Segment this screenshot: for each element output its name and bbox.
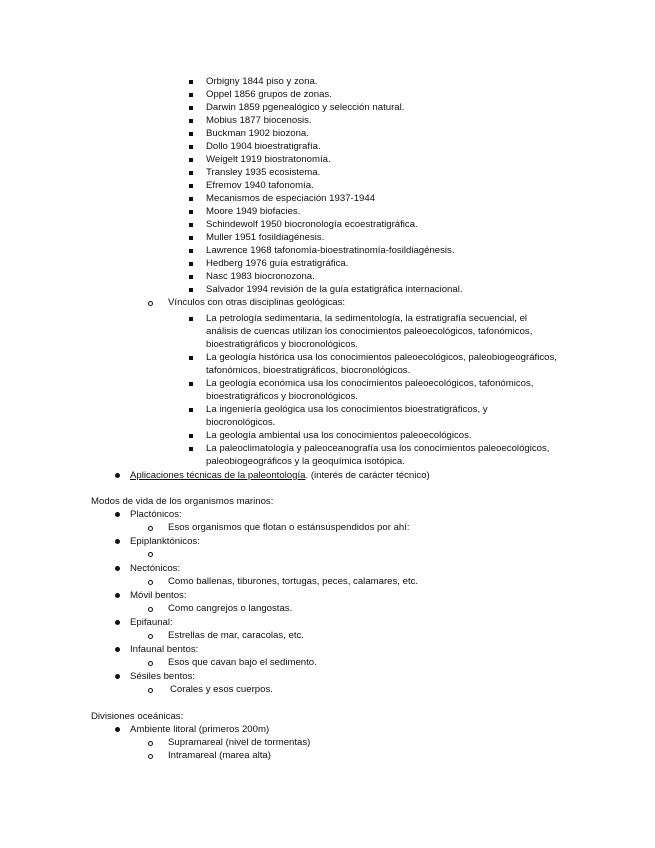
circle-bullet-icon — [148, 688, 153, 693]
modo-desc: Esos que cavan bajo el sedimento. — [168, 657, 317, 668]
list-item: Salvador 1994 revisión de la guía estatigráfica internacional. — [206, 284, 463, 295]
divisiones-heading: Divisiones oceánicas: — [91, 711, 184, 722]
circle-bullet-icon — [148, 741, 153, 746]
list-item: Buckman 1902 biozona. — [206, 128, 309, 139]
list-item: La paleoclimatología y paleoceanografía usa los conocimientos paleoecológicos, — [206, 443, 550, 454]
circle-bullet-icon — [148, 552, 153, 557]
list-item: La geología histórica usa los conocimientos paleoecológicos, paleobiogeográficos, — [206, 352, 557, 363]
list-item: paleobiogeográficos y la geoquímica isotópica. — [206, 456, 405, 467]
list-item: Darwin 1859 pgenealógico y selección natural. — [206, 102, 405, 113]
list-item: Nasc 1983 biocronozona. — [206, 271, 315, 282]
square-bullet-icon — [189, 236, 193, 240]
modo-label: Nectónicos: — [130, 563, 181, 574]
aplicaciones-item — [130, 469, 430, 482]
square-bullet-icon — [189, 408, 193, 412]
square-bullet-icon — [189, 210, 193, 214]
ambiente-item: Ambiente litoral (primeros 200m) — [130, 724, 270, 735]
square-bullet-icon — [189, 145, 193, 149]
round-bullet-icon — [115, 566, 120, 571]
round-bullet-icon — [115, 647, 120, 652]
circle-bullet-icon — [148, 607, 153, 612]
modo-label: Epiplanktónicos: — [130, 536, 200, 547]
list-item: Schindewolf 1950 biocronología ecoestratigráfica. — [206, 219, 418, 230]
list-item: tafonómicos, bioestratigráficos, biocronológicos. — [206, 365, 411, 376]
modo-label: Plactónicos: — [130, 509, 182, 520]
list-item: Dollo 1904 bioestratigrafía. — [206, 141, 321, 152]
square-bullet-icon — [189, 132, 193, 136]
list-item: Orbigny 1844 piso y zona. — [206, 76, 318, 87]
list-item: Hedberg 1976 guía estratigráfica. — [206, 258, 349, 269]
list-item: Transley 1935 ecosistema. — [206, 167, 321, 178]
square-bullet-icon — [189, 197, 193, 201]
vinculos-heading: Vínculos con otras disciplinas geológicas: — [168, 297, 346, 308]
aplicaciones-note: . (interés de carácter técnico) — [305, 470, 430, 481]
list-item: Oppel 1856 grupos de zonas. — [206, 89, 332, 100]
square-bullet-icon — [189, 262, 193, 266]
aplicaciones-link[interactable]: Aplicaciones técnicas de la paleontología — [130, 470, 306, 481]
list-item: biocronológicos. — [206, 417, 276, 428]
modo-desc: Corales y esos cuerpos. — [170, 684, 273, 695]
list-item: Efremov 1940 tafonomía. — [206, 180, 314, 191]
square-bullet-icon — [189, 317, 193, 321]
square-bullet-icon — [189, 106, 193, 110]
list-item: La petrología sedimentaria, la sedimentología, la estratigrafía secuencial, el — [206, 313, 528, 324]
square-bullet-icon — [189, 93, 193, 97]
ambiente-subitem: Intramareal (marea alta) — [168, 750, 271, 761]
list-item: Muller 1951 fosildiagénesis. — [206, 232, 325, 243]
list-item: Moore 1949 biofacies. — [206, 206, 301, 217]
square-bullet-icon — [189, 275, 193, 279]
list-item: La geología económica usa los conocimientos paleoecológicos, tafonómicos, — [206, 378, 534, 389]
square-bullet-icon — [189, 158, 193, 162]
modo-label: Móvil bentos: — [130, 590, 187, 601]
round-bullet-icon — [115, 593, 120, 598]
modos-heading: Modos de vida de los organismos marinos: — [91, 496, 274, 507]
circle-bullet-icon — [148, 301, 153, 306]
list-item: bioestratigráficos y biocronológicos. — [206, 339, 358, 350]
modo-desc: Como ballenas, tiburones, tortugas, peces, calamares, etc. — [168, 576, 419, 587]
square-bullet-icon — [189, 80, 193, 84]
square-bullet-icon — [189, 171, 193, 175]
list-item: bioestratigráficos y biocronológicos. — [206, 391, 358, 402]
list-item: Mobius 1877 biocenosis. — [206, 115, 312, 126]
list-item: análisis de cuencas utilizan los conocimientos paleoecológicos, tafonómicos, — [206, 326, 533, 337]
circle-bullet-icon — [148, 634, 153, 639]
round-bullet-icon — [115, 727, 120, 732]
list-item: La ingeniería geológica usa los conocimientos bioestratigráficos, y — [206, 404, 488, 415]
circle-bullet-icon — [148, 661, 153, 666]
square-bullet-icon — [189, 288, 193, 292]
square-bullet-icon — [189, 184, 193, 188]
round-bullet-icon — [115, 512, 120, 517]
list-item: Weigelt 1919 biostratonomía. — [206, 154, 331, 165]
modo-desc: Esos organismos que flotan o estánsuspendidos por ahí: — [168, 522, 410, 533]
round-bullet-icon — [115, 674, 120, 679]
list-item: Lawrence 1968 tafonomía-bioestratinomía-fosildiagénesis. — [206, 245, 455, 256]
modo-desc: Estrellas de mar, caracolas, etc. — [168, 630, 304, 641]
square-bullet-icon — [189, 249, 193, 253]
modo-desc: Como cangrejos o langostas. — [168, 603, 293, 614]
modo-label: Sésiles bentos: — [130, 671, 196, 682]
ambiente-subitem: Supramareal (nivel de tormentas) — [168, 737, 311, 748]
round-bullet-icon — [115, 473, 120, 478]
round-bullet-icon — [115, 620, 120, 625]
circle-bullet-icon — [148, 580, 153, 585]
square-bullet-icon — [189, 356, 193, 360]
modo-label: Infaunal bentos: — [130, 644, 199, 655]
list-item: La geología ambiental usa los conocimientos paleoecológicos. — [206, 430, 472, 441]
square-bullet-icon — [189, 447, 193, 451]
square-bullet-icon — [189, 223, 193, 227]
square-bullet-icon — [189, 434, 193, 438]
circle-bullet-icon — [148, 754, 153, 759]
list-item: Mecanismos de especiación 1937-1944 — [206, 193, 376, 204]
square-bullet-icon — [189, 119, 193, 123]
circle-bullet-icon — [148, 526, 153, 531]
modo-label: Epifaunal: — [130, 617, 173, 628]
round-bullet-icon — [115, 539, 120, 544]
square-bullet-icon — [189, 382, 193, 386]
